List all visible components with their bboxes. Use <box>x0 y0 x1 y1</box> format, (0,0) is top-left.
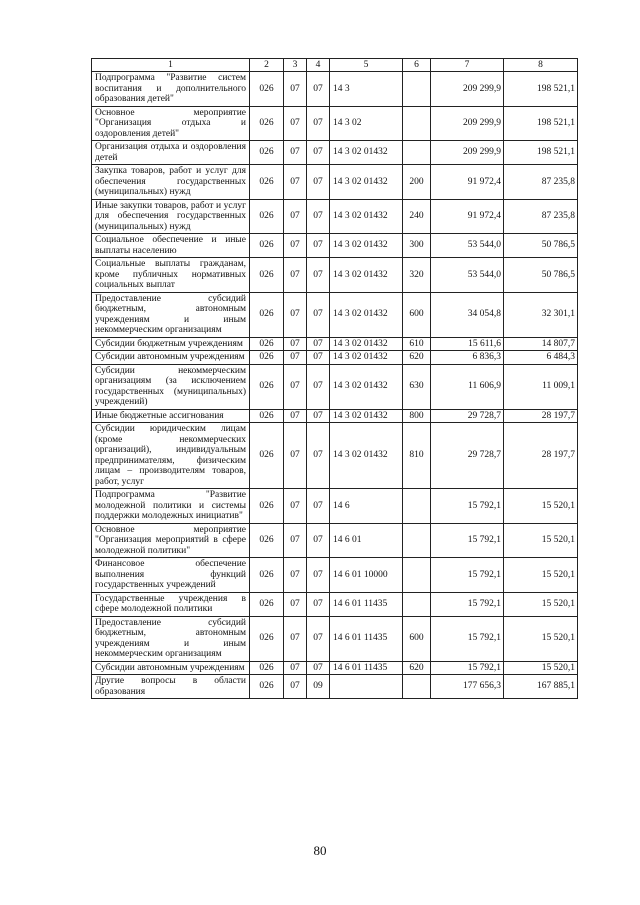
ministry-code-cell: 026 <box>250 106 284 141</box>
table-row <box>92 364 578 409</box>
amount-cell: 167 885,1 <box>504 675 578 699</box>
row-name-cell: Субсидии автономным учреждениям <box>92 351 250 365</box>
ministry-code-cell: 026 <box>250 234 284 258</box>
subsection-code-cell: 07 <box>307 72 330 107</box>
amount-cell: 209 299,9 <box>431 106 504 141</box>
expense-type-cell <box>403 72 431 107</box>
table-row <box>92 558 578 593</box>
section-code-cell: 07 <box>284 141 307 165</box>
subsection-code-cell: 07 <box>307 592 330 616</box>
row-name-cell: Субсидии автономным учреждениям <box>92 661 250 675</box>
row-name-cell: Иные закупки товаров, работ и услуг для обеспечения государственных (муниципальных) нужд <box>92 199 250 234</box>
expense-type-cell: 620 <box>403 661 431 675</box>
amount-cell: 209 299,9 <box>431 72 504 107</box>
amount-cell: 87 235,8 <box>504 199 578 234</box>
section-code-cell: 07 <box>284 72 307 107</box>
page-number: 80 <box>313 843 327 858</box>
amount-cell: 28 197,7 <box>504 423 578 489</box>
row-name-cell: Основное мероприятие "Организация мероприятий в сфере молодежной политики" <box>92 523 250 558</box>
table-row <box>92 234 578 258</box>
section-code-cell: 07 <box>284 523 307 558</box>
target-article-cell <box>330 675 403 699</box>
subsection-code-cell: 07 <box>307 661 330 675</box>
expense-type-cell: 620 <box>403 351 431 365</box>
amount-cell: 29 728,7 <box>431 409 504 423</box>
subsection-code-cell: 07 <box>307 106 330 141</box>
ministry-code-cell: 026 <box>250 523 284 558</box>
row-name-cell: Финансовое обеспечение выполнения функций государственных учреждений <box>92 558 250 593</box>
amount-cell: 15 611,6 <box>431 337 504 351</box>
subsection-code-cell: 07 <box>307 523 330 558</box>
amount-cell: 11 009,1 <box>504 364 578 409</box>
target-article-cell: 14 6 01 11435 <box>330 661 403 675</box>
expense-type-cell <box>403 592 431 616</box>
amount-cell: 15 792,1 <box>431 558 504 593</box>
ministry-code-cell: 026 <box>250 292 284 337</box>
amount-cell: 87 235,8 <box>504 165 578 200</box>
expense-type-cell: 800 <box>403 409 431 423</box>
amount-cell: 53 544,0 <box>431 234 504 258</box>
section-code-cell: 07 <box>284 558 307 593</box>
table-row <box>92 165 578 200</box>
subsection-code-cell: 07 <box>307 258 330 293</box>
table-row <box>92 675 578 699</box>
amount-cell: 15 520,1 <box>504 489 578 524</box>
row-name-cell: Субсидии бюджетным учреждениям <box>92 337 250 351</box>
section-code-cell: 07 <box>284 106 307 141</box>
amount-cell: 15 520,1 <box>504 523 578 558</box>
column-header: 1 <box>92 59 250 72</box>
table-row <box>92 106 578 141</box>
ministry-code-cell: 026 <box>250 72 284 107</box>
amount-cell: 53 544,0 <box>431 258 504 293</box>
amount-cell: 6 836,3 <box>431 351 504 365</box>
amount-cell: 15 792,1 <box>431 523 504 558</box>
ministry-code-cell: 026 <box>250 592 284 616</box>
amount-cell: 15 520,1 <box>504 558 578 593</box>
column-header: 3 <box>284 59 307 72</box>
subsection-code-cell: 07 <box>307 616 330 661</box>
amount-cell: 198 521,1 <box>504 141 578 165</box>
subsection-code-cell: 07 <box>307 489 330 524</box>
expense-type-cell <box>403 523 431 558</box>
amount-cell: 32 301,1 <box>504 292 578 337</box>
ministry-code-cell: 026 <box>250 489 284 524</box>
subsection-code-cell: 09 <box>307 675 330 699</box>
amount-cell: 34 054,8 <box>431 292 504 337</box>
subsection-code-cell: 07 <box>307 234 330 258</box>
amount-cell: 15 520,1 <box>504 592 578 616</box>
expense-type-cell: 630 <box>403 364 431 409</box>
expense-type-cell: 600 <box>403 616 431 661</box>
budget-table <box>91 58 578 699</box>
section-code-cell: 07 <box>284 258 307 293</box>
table-row <box>92 592 578 616</box>
ministry-code-cell: 026 <box>250 616 284 661</box>
row-name-cell: Предоставление субсидий бюджетным, автономным учреждениям и иным некоммерческим организациям <box>92 292 250 337</box>
row-name-cell: Другие вопросы в области образования <box>92 675 250 699</box>
amount-cell: 6 484,3 <box>504 351 578 365</box>
table-header-row <box>92 59 578 72</box>
row-name-cell: Социальное обеспечение и иные выплаты населению <box>92 234 250 258</box>
table-row <box>92 141 578 165</box>
column-header: 8 <box>504 59 578 72</box>
ministry-code-cell: 026 <box>250 661 284 675</box>
section-code-cell: 07 <box>284 489 307 524</box>
amount-cell: 15 792,1 <box>431 489 504 524</box>
table-row <box>92 409 578 423</box>
target-article-cell: 14 3 02 01432 <box>330 165 403 200</box>
expense-type-cell: 600 <box>403 292 431 337</box>
target-article-cell: 14 6 01 11435 <box>330 616 403 661</box>
table-row <box>92 616 578 661</box>
table-row <box>92 351 578 365</box>
target-article-cell: 14 3 02 01432 <box>330 409 403 423</box>
ministry-code-cell: 026 <box>250 675 284 699</box>
target-article-cell: 14 6 01 <box>330 523 403 558</box>
subsection-code-cell: 07 <box>307 292 330 337</box>
amount-cell: 15 792,1 <box>431 616 504 661</box>
expense-type-cell <box>403 489 431 524</box>
amount-cell: 50 786,5 <box>504 234 578 258</box>
row-name-cell: Организация отдыха и оздоровления детей <box>92 141 250 165</box>
table-row <box>92 258 578 293</box>
table-row <box>92 661 578 675</box>
row-name-cell: Иные бюджетные ассигнования <box>92 409 250 423</box>
subsection-code-cell: 07 <box>307 351 330 365</box>
section-code-cell: 07 <box>284 165 307 200</box>
ministry-code-cell: 026 <box>250 199 284 234</box>
amount-cell: 91 972,4 <box>431 199 504 234</box>
amount-cell: 209 299,9 <box>431 141 504 165</box>
column-header: 2 <box>250 59 284 72</box>
amount-cell: 15 520,1 <box>504 661 578 675</box>
subsection-code-cell: 07 <box>307 141 330 165</box>
target-article-cell: 14 3 02 01432 <box>330 351 403 365</box>
subsection-code-cell: 07 <box>307 337 330 351</box>
expense-type-cell <box>403 675 431 699</box>
amount-cell: 14 807,7 <box>504 337 578 351</box>
target-article-cell: 14 6 01 10000 <box>330 558 403 593</box>
amount-cell: 50 786,5 <box>504 258 578 293</box>
ministry-code-cell: 026 <box>250 423 284 489</box>
section-code-cell: 07 <box>284 199 307 234</box>
expense-type-cell <box>403 558 431 593</box>
column-header: 6 <box>403 59 431 72</box>
target-article-cell: 14 3 02 01432 <box>330 423 403 489</box>
target-article-cell: 14 3 02 <box>330 106 403 141</box>
table-row <box>92 199 578 234</box>
subsection-code-cell: 07 <box>307 199 330 234</box>
amount-cell: 11 606,9 <box>431 364 504 409</box>
ministry-code-cell: 026 <box>250 409 284 423</box>
row-name-cell: Закупка товаров, работ и услуг для обеспечения государственных (муниципальных) нужд <box>92 165 250 200</box>
row-name-cell: Предоставление субсидий бюджетным, автономным учреждениям и иным некоммерческим организациям <box>92 616 250 661</box>
amount-cell: 29 728,7 <box>431 423 504 489</box>
ministry-code-cell: 026 <box>250 558 284 593</box>
expense-type-cell: 810 <box>403 423 431 489</box>
table-row <box>92 292 578 337</box>
target-article-cell: 14 6 01 11435 <box>330 592 403 616</box>
column-header: 4 <box>307 59 330 72</box>
subsection-code-cell: 07 <box>307 409 330 423</box>
section-code-cell: 07 <box>284 292 307 337</box>
target-article-cell: 14 6 <box>330 489 403 524</box>
row-name-cell: Основное мероприятие "Организация отдыха и оздоровления детей" <box>92 106 250 141</box>
target-article-cell: 14 3 02 01432 <box>330 141 403 165</box>
amount-cell: 91 972,4 <box>431 165 504 200</box>
ministry-code-cell: 026 <box>250 351 284 365</box>
ministry-code-cell: 026 <box>250 141 284 165</box>
section-code-cell: 07 <box>284 675 307 699</box>
expense-type-cell: 300 <box>403 234 431 258</box>
target-article-cell: 14 3 02 01432 <box>330 234 403 258</box>
section-code-cell: 07 <box>284 337 307 351</box>
expense-type-cell: 240 <box>403 199 431 234</box>
row-name-cell: Социальные выплаты гражданам, кроме публичных нормативных социальных выплат <box>92 258 250 293</box>
column-header: 5 <box>330 59 403 72</box>
section-code-cell: 07 <box>284 351 307 365</box>
amount-cell: 15 520,1 <box>504 616 578 661</box>
table-row <box>92 423 578 489</box>
ministry-code-cell: 026 <box>250 337 284 351</box>
column-header: 7 <box>431 59 504 72</box>
expense-type-cell: 320 <box>403 258 431 293</box>
target-article-cell: 14 3 02 01432 <box>330 258 403 293</box>
target-article-cell: 14 3 <box>330 72 403 107</box>
section-code-cell: 07 <box>284 409 307 423</box>
subsection-code-cell: 07 <box>307 165 330 200</box>
row-name-cell: Подпрограмма "Развитие молодежной политики и системы поддержки молодежных инициатив" <box>92 489 250 524</box>
section-code-cell: 07 <box>284 592 307 616</box>
ministry-code-cell: 026 <box>250 165 284 200</box>
section-code-cell: 07 <box>284 364 307 409</box>
target-article-cell: 14 3 02 01432 <box>330 199 403 234</box>
amount-cell: 15 792,1 <box>431 592 504 616</box>
table-row <box>92 72 578 107</box>
row-name-cell: Подпрограмма "Развитие систем воспитания и дополнительного образования детей" <box>92 72 250 107</box>
subsection-code-cell: 07 <box>307 364 330 409</box>
ministry-code-cell: 026 <box>250 364 284 409</box>
amount-cell: 28 197,7 <box>504 409 578 423</box>
row-name-cell: Субсидии юридическим лицам (кроме некоммерческих организаций), индивидуальным предпринимателям, физическим лицам – производителям товаров, работ, услуг <box>92 423 250 489</box>
target-article-cell: 14 3 02 01432 <box>330 292 403 337</box>
row-name-cell: Государственные учреждения в сфере молодежной политики <box>92 592 250 616</box>
amount-cell: 177 656,3 <box>431 675 504 699</box>
target-article-cell: 14 3 02 01432 <box>330 364 403 409</box>
expense-type-cell: 610 <box>403 337 431 351</box>
expense-type-cell <box>403 141 431 165</box>
row-name-cell: Субсидии некоммерческим организациям (за исключением государственных (муниципальных) учреждений) <box>92 364 250 409</box>
section-code-cell: 07 <box>284 661 307 675</box>
amount-cell: 15 792,1 <box>431 661 504 675</box>
section-code-cell: 07 <box>284 423 307 489</box>
amount-cell: 198 521,1 <box>504 106 578 141</box>
table-row <box>92 337 578 351</box>
expense-type-cell <box>403 106 431 141</box>
amount-cell: 198 521,1 <box>504 72 578 107</box>
expense-type-cell: 200 <box>403 165 431 200</box>
table-row <box>92 523 578 558</box>
section-code-cell: 07 <box>284 234 307 258</box>
target-article-cell: 14 3 02 01432 <box>330 337 403 351</box>
subsection-code-cell: 07 <box>307 558 330 593</box>
ministry-code-cell: 026 <box>250 258 284 293</box>
section-code-cell: 07 <box>284 616 307 661</box>
subsection-code-cell: 07 <box>307 423 330 489</box>
table-row <box>92 489 578 524</box>
